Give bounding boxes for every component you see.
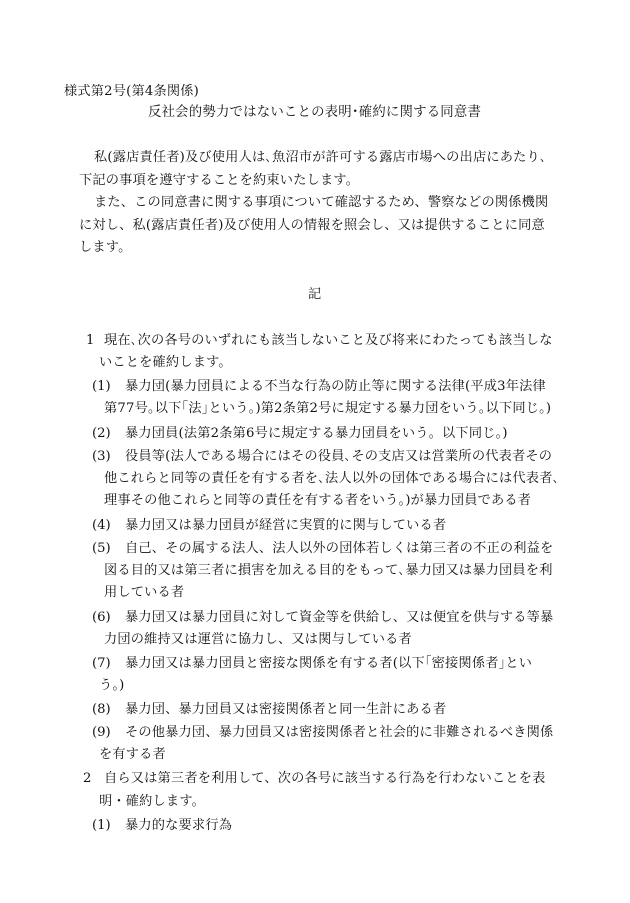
document-title: 反社会的勢力ではないことの表明･確約に関する同意書 — [148, 105, 482, 120]
item-line: 役員等(法人である場合にはその役員､その支店又は営業所の代表者その — [125, 449, 553, 464]
item-number: (1) — [92, 379, 111, 394]
item-number: (7) — [92, 656, 111, 671]
item-line: その他暴力団、暴力団員又は密接関係者と社会的に非難されるべき関係 — [125, 725, 554, 740]
section-line: いことを確約します。 — [99, 355, 232, 370]
item-number: (4) — [92, 518, 111, 533]
item-line: 暴力団又は暴力団員と密接な関係を有する者(以下｢密接関係者｣とい — [125, 656, 533, 671]
item-line: 暴力的な要求行為 — [125, 818, 233, 833]
item-number: (9) — [92, 725, 111, 740]
item-line: 暴力団員(法第2条第6号に規定する暴力団員をいう。以下同じ。) — [125, 426, 508, 441]
item-line: う｡) — [99, 678, 125, 693]
item-line: 暴力団(暴力団員による不当な行為の防止等に関する法律(平成3年法律 — [125, 379, 546, 394]
item-line: 暴力団又は暴力団員に対して資金等を供給し、又は便宜を供与する等暴 — [125, 610, 554, 625]
section-number: 2 — [83, 771, 92, 786]
item-line: を有する者 — [99, 747, 166, 762]
intro-line: に対し、私(露店責任者)及び使用人の情報を照会し、又は提供することに同意 — [79, 218, 545, 233]
item-number: (5) — [92, 541, 111, 556]
item-line: 自己、その属する法人、法人以外の団体若しくは第三者の不正の利益を — [125, 541, 554, 556]
intro-line: します。 — [79, 240, 132, 255]
item-number: (3) — [92, 449, 111, 464]
item-number: (2) — [92, 426, 111, 441]
item-line: 他これらと同等の責任を有する者を､法人以外の団体である場合には代表者､ — [104, 471, 560, 486]
section-line: 現在､次の各号のいずれにも該当しないこと及び将来にわたっても該当しな — [104, 333, 553, 348]
item-line: 用している者 — [104, 585, 185, 600]
item-line: 理事その他これらと同等の責任を有する者をいう｡)が暴力団員である者 — [104, 493, 532, 508]
item-line: 暴力団又は暴力団員が経営に実質的に関与している者 — [125, 518, 447, 533]
item-number: (1) — [92, 818, 111, 833]
intro-line: 下記の事項を遵守することを約束いたします。 — [79, 173, 360, 188]
section-line: 自ら又は第三者を利用して、次の各号に該当する行為を行わないことを表 — [104, 771, 546, 786]
item-line: 力団の維持又は運営に協力し、又は関与している者 — [104, 632, 412, 647]
item-line: 暴力団、暴力団員又は密接関係者と同一生計にある者 — [125, 702, 447, 717]
intro-line: また、この同意書に関する事項について確認するため、警察などの関係機関 — [94, 195, 549, 210]
section-number: 1 — [86, 333, 95, 348]
item-line: 第77号｡以下｢法｣という｡)第2条第2号に規定する暴力団をいう｡以下同じ｡) — [104, 401, 552, 416]
section-line: 明・確約します。 — [99, 794, 206, 809]
item-number: (6) — [92, 610, 111, 625]
intro-line: 私(露店責任者)及び使用人は､魚沼市が許可する露店市場への出店にあたり､ — [94, 150, 547, 165]
form-label: 様式第2号(第4条関係) — [64, 84, 199, 99]
item-line: 図る目的又は第三者に損害を加える目的をもって､暴力団又は暴力団員を利 — [104, 563, 553, 578]
item-number: (8) — [92, 702, 111, 717]
ki-heading: 記 — [308, 287, 322, 302]
